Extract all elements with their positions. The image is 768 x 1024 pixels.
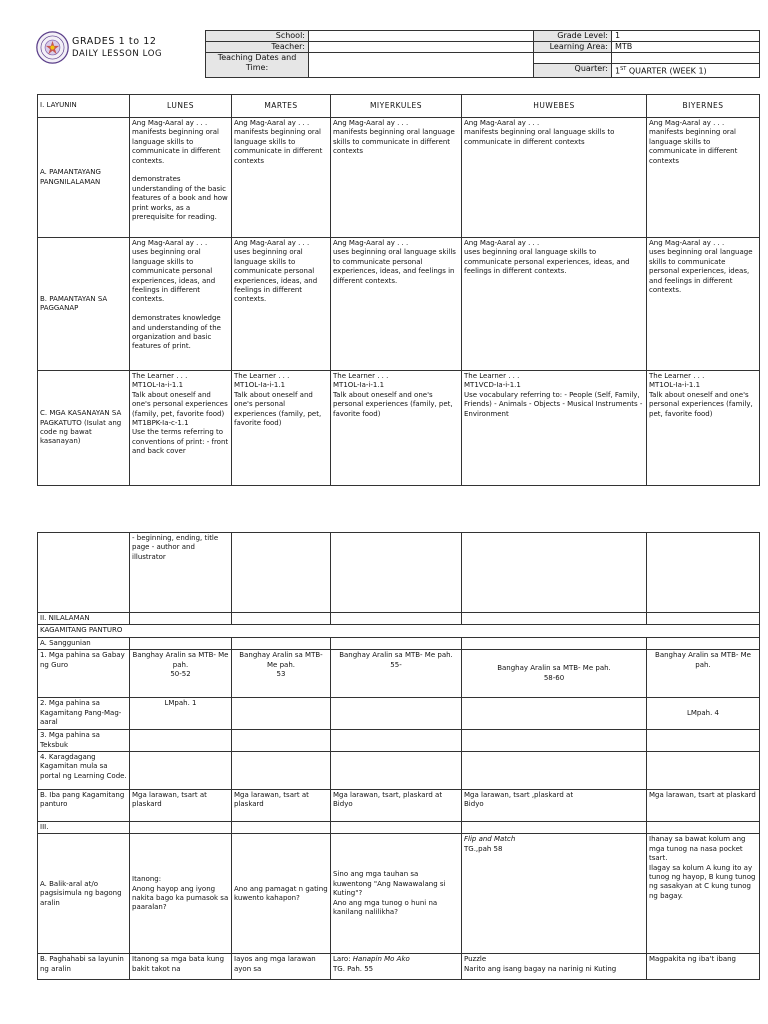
header-info-table [205, 30, 760, 78]
row-label-sanggunian: A. Sanggunian [38, 637, 130, 649]
content-cell: Banghay Aralin sa MTB- Me pah. 55- [331, 650, 462, 698]
day-header-miyerkules: MIYERKULES [331, 95, 462, 118]
content-cell: Banghay Aralin sa MTB- Me pah. 50-52 [130, 650, 232, 698]
blank-cell [232, 637, 331, 649]
content-cell: Mga larawan, tsart at plaskard [647, 790, 760, 822]
teaching-dates-field[interactable] [309, 53, 534, 78]
deped-seal-logo [36, 31, 69, 64]
activity-title: Flip and Match [464, 835, 516, 844]
blank-cell [331, 613, 462, 625]
content-cell: Ang Mag-Aaral ay . . . uses beginning oral language skills to communicate personal experiences, ideas, and feelings in different contexts. [462, 238, 647, 371]
blank-cell [232, 752, 331, 790]
row-label-mga-kasanayan: C. MGA KASANAYAN SA PAGKATUTO (Isulat ang code ng bawat kasanayan) [38, 371, 130, 486]
content-cell: Banghay Aralin sa MTB- Me pah. 58-60 [462, 650, 647, 698]
blank-cell [130, 637, 232, 649]
content-cell: Itanong sa mga bata kung bakit takot na [130, 954, 232, 980]
continued-content-cell: - beginning, ending, title page - author and illustrator [130, 533, 232, 613]
content-cell: Ang Mag-Aaral ay . . . manifests beginning oral language skills to communicate in different contexts. demonstrates understanding of the basic features of a book and how print works, as a prerequisite for reading. [130, 118, 232, 238]
blank-cell [232, 822, 331, 834]
blank-cell [647, 637, 760, 649]
day-header-huwebes: HUWEBES [462, 95, 647, 118]
learning-area-field[interactable]: MTB [612, 42, 760, 53]
blank-cell [331, 730, 462, 752]
quarter-number: 1 [615, 66, 621, 76]
content-cell: Mga larawan, tsart, plaskard at Bidyo [331, 790, 462, 822]
row-label-paghahabi: B. Paghahabi sa layunin ng aralin [38, 954, 130, 980]
content-cell: Magpakita ng iba't ibang [647, 954, 760, 980]
content-cell: Ang Mag-Aaral ay . . . uses beginning oral language skills to communicate personal experiences, ideas, and feelings in different contexts. [647, 238, 760, 371]
blank-cell [331, 533, 462, 613]
quarter-field[interactable] [612, 64, 760, 78]
content-cell: Mga larawan, tsart at plaskard [232, 790, 331, 822]
quarter-text: QUARTER (WEEK 1) [626, 66, 707, 76]
section-layunin: I. LAYUNIN [38, 95, 130, 118]
blank-cell [647, 613, 760, 625]
blank-cell [331, 637, 462, 649]
content-cell: Iayos ang mga larawan ayon sa [232, 954, 331, 980]
content-cell: The Learner . . . MT1OL-Ia-i-1.1 Talk about oneself and one's personal experiences (family, pet, favorite food) [232, 371, 331, 486]
row-label-pamantayan-sa-pagganap: B. PAMANTAYAN SA PAGGANAP [38, 238, 130, 371]
content-cell [331, 954, 462, 980]
row-label-teksbuk: 3. Mga pahina sa Teksbuk [38, 730, 130, 752]
blank-cell [462, 698, 647, 730]
blank-cell [38, 533, 130, 613]
content-cell: Ano ang pamagat n gating kuwento kahapon? [232, 834, 331, 954]
blank-cell [130, 613, 232, 625]
blank-cell [462, 613, 647, 625]
puzzle-title: Puzzle [464, 955, 487, 964]
lesson-content-table [37, 532, 760, 980]
teacher-label: Teacher: [206, 42, 309, 53]
grade-level-field[interactable]: 1 [612, 31, 760, 42]
content-cell: LMpah. 4 [647, 698, 760, 730]
content-cell: Ang Mag-Aaral ay . . . uses beginning oral language skills to communicate personal experiences, ideas, and feelings in different contexts. [331, 238, 462, 371]
content-cell: Ang Mag-Aaral ay . . . manifests beginning oral language skills to communicate in different contexts [462, 118, 647, 238]
game-ref: TG. Pah. 55 [333, 964, 374, 973]
blank-cell [331, 752, 462, 790]
game-label: Laro: [333, 955, 353, 964]
content-cell: Ang Mag-Aaral ay . . . uses beginning oral language skills to communicate personal experiences, ideas, and feelings in different contexts. demonstrates knowledge and understanding of the organization and basic features of print. [130, 238, 232, 371]
blank-cell [647, 533, 760, 613]
blank-cell [647, 752, 760, 790]
blank-cell [647, 730, 760, 752]
content-cell: The Learner . . . MT1OL-Ia-i-1.1 Talk about oneself and one's personal experiences (family, pet, favorite food) [331, 371, 462, 486]
content-cell: Ang Mag-Aaral ay . . . uses beginning oral language skills to communicate personal experiences, ideas, and feelings in different contexts. [232, 238, 331, 371]
blank-cell [647, 822, 760, 834]
blank-cell [462, 637, 647, 649]
row-label-gabay-ng-guro: 1. Mga pahina sa Gabay ng Guro [38, 650, 130, 698]
form-subtitle: DAILY LESSON LOG [72, 49, 163, 59]
content-cell: Banghay Aralin sa MTB- Me pah. [647, 650, 760, 698]
blank-cell [232, 613, 331, 625]
content-cell: Itanong: Anong hayop ang iyong nakita bago ka pumasok sa paaralan? [130, 834, 232, 954]
content-cell [462, 954, 647, 980]
content-cell: Mga larawan, tsart at plaskard [130, 790, 232, 822]
row-label-iba-pang-kagamitan: B. Iba pang Kagamitang panturo [38, 790, 130, 822]
row-label-balik-aral: A. Balik-aral at/o pagsisimula ng bagong aralin [38, 834, 130, 954]
blank-cell [534, 53, 612, 64]
quarter-ordinal: ST [620, 66, 627, 72]
teacher-field[interactable] [309, 42, 534, 53]
blank-cell [130, 752, 232, 790]
school-field[interactable] [309, 31, 534, 42]
blank-cell [612, 53, 760, 64]
blank-cell [462, 752, 647, 790]
content-cell: The Learner . . . MT1OL-Ia-i-1.1 Talk about oneself and one's personal experiences (family, pet, favorite food) [647, 371, 760, 486]
section-kagamitang-panturo: KAGAMITANG PANTURO [38, 625, 760, 637]
content-cell: Ihanay sa bawat kolum ang mga tunog na nasa pocket tsart. Ilagay sa kolum A kung ito ay tunog ng hayop, B kung tunog ng sasakyan at C kung tunog ng bagay. [647, 834, 760, 954]
content-cell: LMpah. 1 [130, 698, 232, 730]
day-header-lunes: LUNES [130, 95, 232, 118]
row-label-pamantayang-pangnilalaman: A. PAMANTAYANG PANGNILALAMAN [38, 118, 130, 238]
content-cell: Ang Mag-Aaral ay . . . manifests beginning oral language skills to communicate in different contexts [647, 118, 760, 238]
content-cell: Sino ang mga tauhan sa kuwentong "Ang Nawawalang si Kuting"? Ano ang mga tunog o huni na kanilang nalilikha? [331, 834, 462, 954]
blank-cell [232, 698, 331, 730]
content-cell: The Learner . . . MT1OL-Ia-i-1.1 Talk about oneself and one's personal experiences (family, pet, favorite food) MT1BPK-Ia-c-1.1 Use the terms referring to conventions of print: - front and back cover [130, 371, 232, 486]
school-label: School: [206, 31, 309, 42]
day-header-biyernes: BIYERNES [647, 95, 760, 118]
grade-level-label: Grade Level: [534, 31, 612, 42]
teaching-dates-label: Teaching Dates and Time: [206, 53, 309, 78]
blank-cell [462, 822, 647, 834]
blank-cell [331, 698, 462, 730]
row-label-kagamitang-pang-mag-aaral: 2. Mga pahina sa Kagamitang Pang-Mag-aaral [38, 698, 130, 730]
blank-cell [232, 730, 331, 752]
content-cell: The Learner . . . MT1VCD-Ia-i-1.1 Use vocabulary referring to: - People (Self, Family, Friends) - Animals - Objects - Musical Instruments - Environment [462, 371, 647, 486]
game-title: Hanapin Mo Ako [352, 955, 410, 964]
content-cell: Mga larawan, tsart ,plaskard at Bidyo [462, 790, 647, 822]
blank-cell [462, 730, 647, 752]
blank-cell [130, 730, 232, 752]
learning-area-label: Learning Area: [534, 42, 612, 53]
blank-cell [130, 822, 232, 834]
content-cell [462, 834, 647, 954]
row-label-karagdagang-kagamitan: 4. Karagdagang Kagamitan mula sa portal ng Learning Code. [38, 752, 130, 790]
quarter-label: Quarter: [534, 64, 612, 78]
content-cell: Banghay Aralin sa MTB- Me pah. 53 [232, 650, 331, 698]
section-iii: III. [38, 822, 130, 834]
objectives-table [37, 94, 760, 486]
section-nilalaman: II. NILALAMAN [38, 613, 130, 625]
content-cell: Ang Mag-Aaral ay . . . manifests beginning oral language skills to communicate in different contexts [331, 118, 462, 238]
form-title: GRADES 1 to 12 [72, 36, 157, 47]
blank-cell [462, 533, 647, 613]
activity-ref: TG.,pah 58 [464, 844, 503, 853]
blank-cell [232, 533, 331, 613]
puzzle-text: Narito ang isang bagay na narinig ni Kuting [464, 964, 617, 973]
blank-cell [331, 822, 462, 834]
content-cell: Ang Mag-Aaral ay . . . manifests beginning oral language skills to communicate in different contexts [232, 118, 331, 238]
day-header-martes: MARTES [232, 95, 331, 118]
